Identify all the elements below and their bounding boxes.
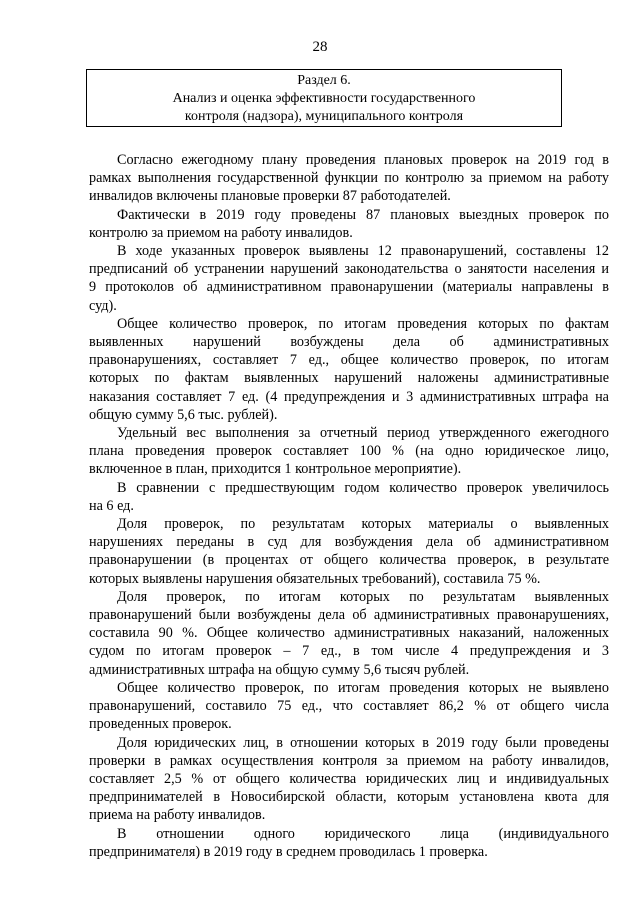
- paragraph-line: проверки в рамках осуществления контроля за приемом на работу инвалидов,: [89, 752, 609, 769]
- paragraph: [89, 825, 609, 861]
- section-title-line-1: Анализ и оценка эффективности государственного: [172, 91, 476, 106]
- page-number: 28: [312, 39, 328, 55]
- paragraph-line: выявленных нарушений возбуждены дела об административных: [89, 334, 609, 351]
- paragraph-line: нарушениях переданы в суд для возбуждения дела об административном: [89, 534, 609, 551]
- paragraph-line: правонарушений, составило 75 ед., что составляет 86,2 % от общего числа: [89, 698, 609, 715]
- paragraph: [89, 424, 609, 479]
- paragraph-line: наказания составляет 7 ед. (4 предупреждения и 3 административных штрафа на: [89, 388, 609, 405]
- paragraph-line: на 6 ед.: [89, 497, 134, 514]
- paragraph-line: включенное в план, приходится 1 контрольное мероприятие).: [89, 461, 462, 478]
- paragraph-line: приема на работу инвалидов.: [89, 807, 266, 824]
- paragraph-line: Фактически в 2019 году проведены 87 плановых выездных проверок по: [117, 206, 609, 223]
- paragraph: [89, 479, 609, 515]
- paragraph-line: плана проведения проверок составляет 100 % (на одно юридическое лицо,: [89, 443, 609, 460]
- paragraph-line: суд).: [89, 297, 117, 314]
- paragraph: [89, 151, 609, 206]
- paragraph: [89, 734, 609, 825]
- paragraph-line: Доля проверок, по итогам которых по результатам выявленных: [117, 588, 609, 605]
- paragraph-line: проведенных проверок.: [89, 716, 232, 733]
- paragraph: [89, 206, 609, 242]
- paragraph-line: В сравнении с предшествующим годом количество проверок увеличилось: [117, 479, 609, 496]
- section-heading-box: [86, 69, 562, 127]
- section-number: Раздел 6.: [297, 73, 351, 88]
- paragraph-line: правонарушениях, составляет 7 ед., общее количество проверок, по итогам: [89, 352, 609, 369]
- paragraph-line: административных штрафа на общую сумму 5,6 тысяч рублей.: [89, 661, 470, 678]
- paragraph-line: которых выявлены нарушения обязательных требований), составила 75 %.: [89, 570, 541, 587]
- paragraph-line: В отношении одного юридического лица (индивидуального: [117, 825, 609, 842]
- paragraph: [89, 315, 609, 424]
- paragraph: [89, 679, 609, 734]
- paragraph-line: Доля проверок, по результатам которых материалы о выявленных: [117, 516, 609, 533]
- paragraph-line: предпринимателей в Новосибирской области, которым установлена квота для: [89, 789, 609, 806]
- paragraph-line: составляет 2,5 % от общего количества юридических лиц и индивидуальных: [89, 770, 609, 787]
- paragraph-line: Удельный вес выполнения за отчетный период утвержденного ежегодного: [117, 425, 609, 442]
- paragraph-line: рамках выполнения государственной функции по контролю за приемом на работу: [89, 170, 609, 187]
- section-title-line-2: контроля (надзора), муниципального контроля: [184, 109, 464, 124]
- paragraph-line: предписаний об устранении нарушений законодательства о занятости населения и: [89, 261, 609, 278]
- paragraph-line: В ходе указанных проверок выявлены 12 правонарушений, составлены 12: [117, 243, 609, 260]
- paragraph-line: правонарушений были возбуждены дела об административных правонарушениях,: [89, 607, 609, 624]
- paragraph-line: Общее количество проверок, по итогам проведения которых по фактам: [117, 315, 609, 332]
- paragraph-line: правонарушении (в процентах от общего количества проверок, в результате: [89, 552, 609, 569]
- paragraph-line: предпринимателя) в 2019 году в среднем проводилась 1 проверка.: [89, 843, 488, 860]
- paragraph-line: контролю за приемом на работу инвалидов.: [89, 224, 353, 241]
- paragraph-line: инвалидов включены плановые проверки 87 работодателей.: [89, 188, 451, 205]
- paragraph-line: составила 90 %. Общее количество административных наказаний, наложенных: [89, 625, 609, 642]
- paragraph-line: Общее количество проверок, по итогам проведения которых не выявлено: [117, 679, 609, 696]
- paragraph-line: судом по итогам проверок – 7 ед., в том числе 4 предупреждения и 3: [89, 643, 609, 660]
- paragraph-line: Доля юридических лиц, в отношении которых в 2019 году были проведены: [117, 734, 609, 751]
- paragraph-line: Согласно ежегодному плану проведения плановых проверок на 2019 год в: [117, 152, 609, 168]
- paragraph: [89, 515, 609, 588]
- paragraph-line: которых по фактам выявленных нарушений наложены административные: [89, 370, 609, 387]
- paragraph-line: общую сумму 5,6 тыс. рублей).: [89, 406, 278, 423]
- body-text: [89, 151, 609, 861]
- paragraph-line: 9 протоколов об административном правонарушении (материалы направлены в: [89, 279, 609, 296]
- paragraph: [89, 588, 609, 679]
- paragraph: [89, 242, 609, 315]
